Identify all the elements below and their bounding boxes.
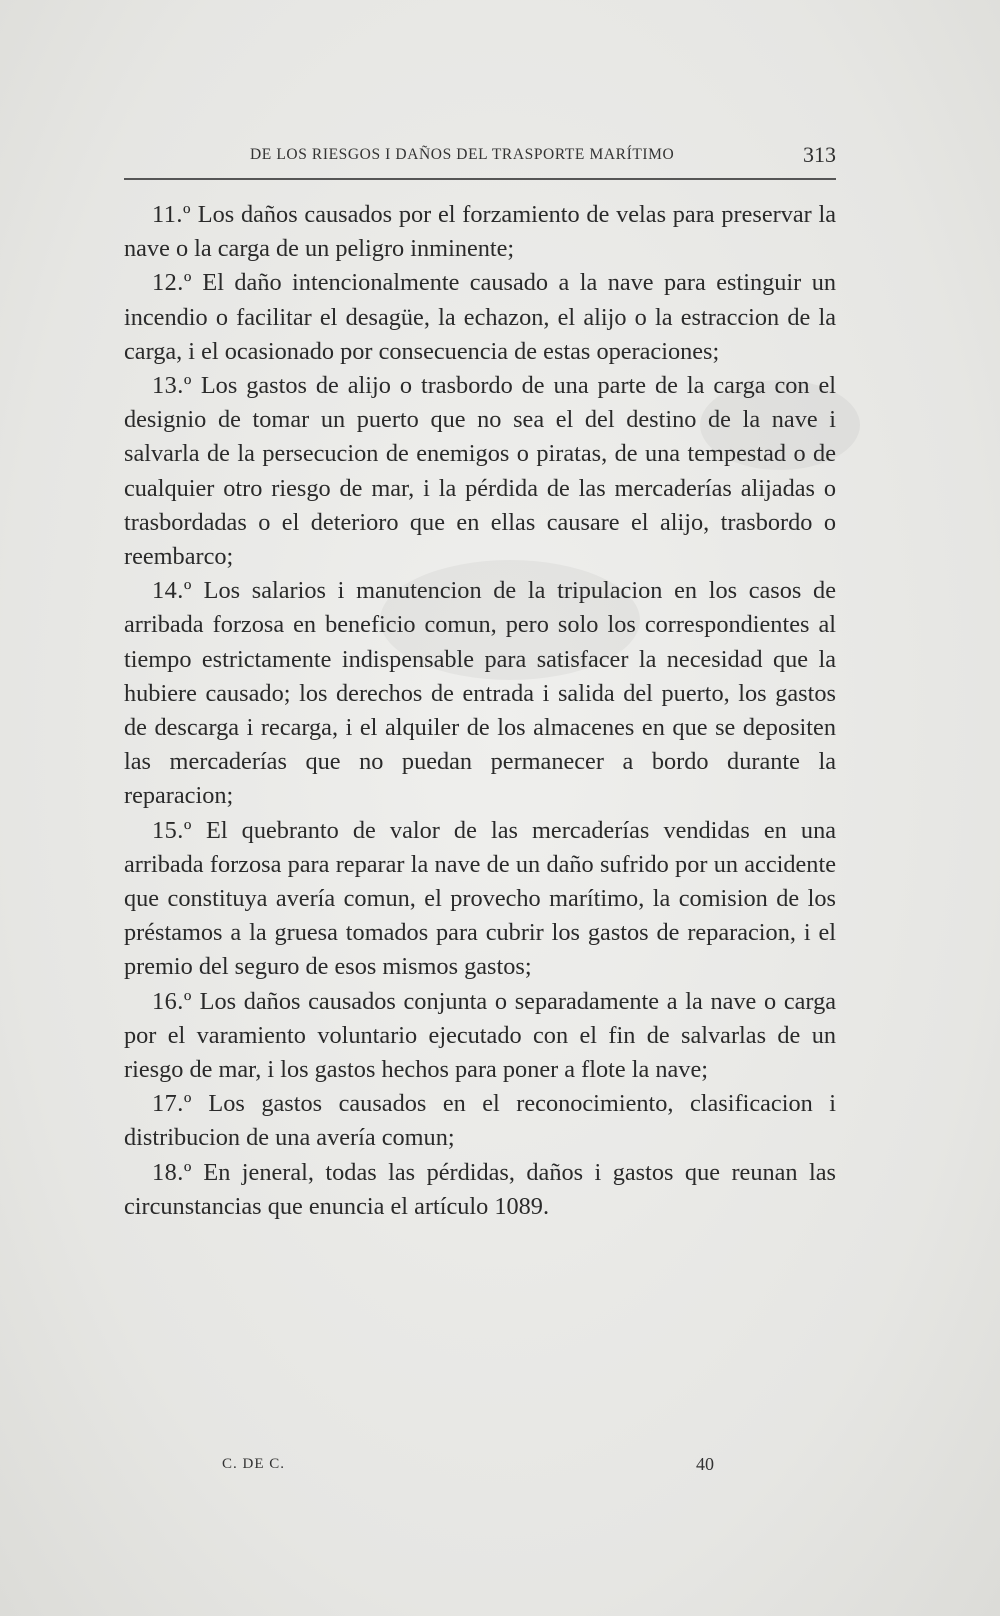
article-item — [124, 1156, 836, 1224]
article-item — [124, 985, 836, 1088]
item-number: 17.º — [152, 1090, 192, 1118]
body-text — [124, 198, 836, 1224]
signature-mark: C. DE C. — [222, 1456, 286, 1472]
item-text: Los daños causados por el forzamiento de velas para preservar la nave o la carga de un peligro inminente; — [124, 201, 837, 263]
article-item — [124, 814, 836, 985]
article-item — [124, 1087, 836, 1155]
item-text: Los salarios i manutencion de la tripulacion en los casos de arribada forzosa en beneficio comun, pero solo los correspondientes al tiempo estrictamente indispensable para satisfacer la necesidad que la hubiere causado; los derechos de entrada i salida del puerto, los gastos de descarga i recarga, i el alquiler de los almacenes en que se depositen las mercaderías que no puedan permanecer a bordo durante la reparacion; — [124, 577, 836, 810]
item-number: 13.º — [152, 372, 192, 400]
item-text: Los gastos causados en el reconocimiento, clasificacion i distribucion de una avería comun; — [124, 1090, 837, 1152]
item-number: 11.º — [152, 201, 192, 228]
sheet-number: 40 — [696, 1454, 714, 1474]
running-head: DE LOS RIESGOS I DAÑOS DEL TRASPORTE MARÍTIMO — [250, 146, 675, 163]
page-footer — [124, 1454, 836, 1484]
item-number: 14.º — [152, 577, 192, 605]
item-text: Los gastos de alijo o trasbordo de una parte de la carga con el designio de tomar un puerto que no sea el del destino de la nave i salvarla de la persecucion de enemigos o piratas, de una tempestad o de cualquier otro riesgo de mar, i la pérdida de las mercaderías alijadas o trasbordadas o el deterioro que en ellas causare el alijo, trasbordo o reembarco; — [124, 372, 836, 571]
article-item — [124, 198, 836, 266]
article-item — [124, 266, 836, 369]
article-item — [124, 369, 836, 574]
page-header — [124, 140, 836, 176]
item-number: 12.º — [152, 269, 192, 297]
page-number: 313 — [803, 142, 836, 167]
item-text: Los daños causados conjunta o separadamente a la nave o carga por el varamiento voluntario ejecutado con el fin de salvarlas de un riesgo de mar, i los gastos hechos para poner a flote la nave; — [124, 987, 836, 1084]
item-number: 16.º — [152, 987, 192, 1015]
item-number: 18.º — [152, 1158, 192, 1186]
header-rule — [124, 178, 836, 180]
item-text: El quebranto de valor de las mercaderías vendidas en una arribada forzosa para reparar la nave de un daño sufrido por un accidente que constituya avería comun, el provecho marítimo, la comision de los préstamos a la gruesa tomados para cubrir los gastos de reparacion, i el premio del seguro de esos mismos gastos; — [124, 816, 836, 981]
item-number: 15.º — [152, 816, 192, 844]
item-text: El daño intencionalmente causado a la nave para estinguir un incendio o facilitar el desagüe, la echazon, el alijo o la estraccion de la carga, i el ocasionado por consecuencia de estas operaciones; — [124, 269, 837, 365]
article-item — [124, 574, 836, 813]
item-text: En jeneral, todas las pérdidas, daños i gastos que reunan las circunstancias que enuncia el artículo 1089. — [124, 1158, 836, 1220]
